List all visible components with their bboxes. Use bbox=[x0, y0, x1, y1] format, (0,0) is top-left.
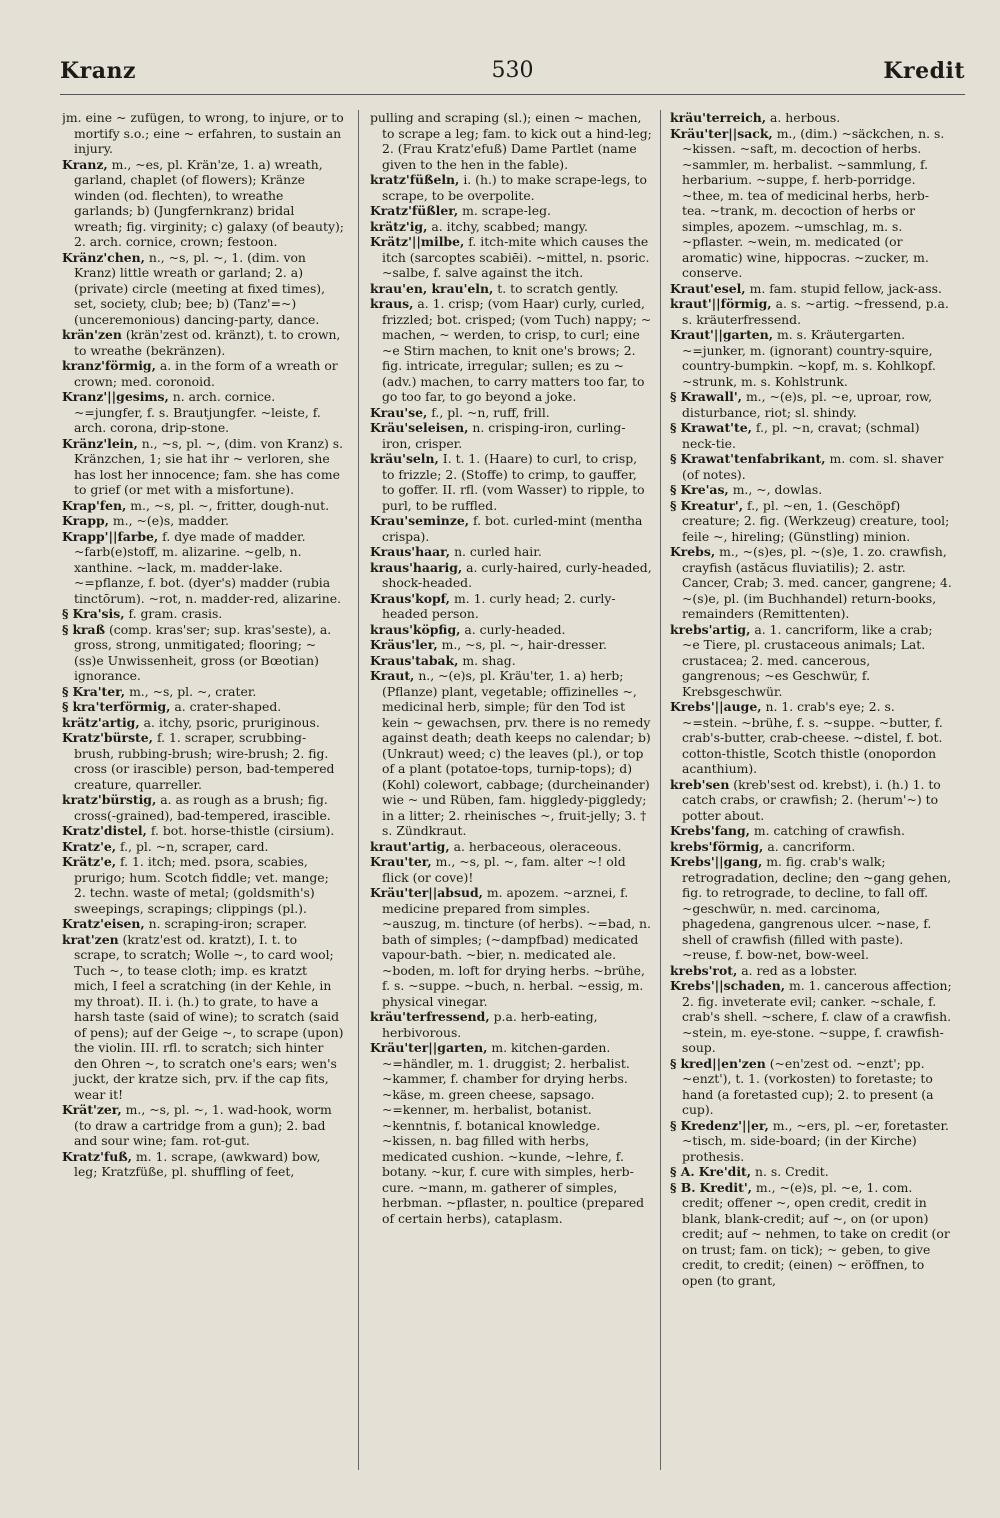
dictionary-entry bbox=[370, 405, 652, 421]
entry-headword: krätz'artig, bbox=[62, 714, 140, 730]
dictionary-entry bbox=[670, 327, 952, 389]
dictionary-entry bbox=[62, 684, 344, 700]
dictionary-entry bbox=[670, 498, 952, 545]
dictionary-entry bbox=[62, 157, 344, 250]
entry-definition: n. 1. crab's eye; 2. s. ~=stein. ~brühe, f. s. ~suppe. ~butter, f. crab's-butter, crab-cheese. ~distel, f. bot. cotton-thistle, Scotch thistle (onopordon acanthium). bbox=[682, 699, 943, 776]
entry-headword: Kränz'chen, bbox=[62, 249, 145, 265]
dictionary-entry bbox=[62, 823, 344, 839]
entry-definition: a. crater-shaped. bbox=[174, 699, 282, 714]
entry-definition: m., (dim.) ~säckchen, n. s. ~kissen. ~saft, m. decoction of herbs. ~sammler, m. herbalist. ~sammlung, f. herbarium. ~suppe, f. herb-porridge. ~thee, m. tea of medicinal herbs, herb-tea. ~trank, m. decoction of herbs or simples, apozem. ~umschlag, m. s. ~pflaster. ~wein, m. medicated (or aromatic) wine, hippocras. ~zucker, m. conserve. bbox=[682, 125, 945, 280]
entry-definition: f., pl. ~n, scraper, card. bbox=[120, 838, 269, 854]
entry-headword: krätz'ig, bbox=[370, 218, 428, 234]
entry-definition: f. bot. horse-thistle (cirsium). bbox=[150, 823, 335, 838]
entry-definition: (krän'zest od. kränzt), t. to crown, to wreathe (bekränzen). bbox=[74, 327, 341, 358]
dictionary-entry bbox=[370, 420, 652, 451]
dictionary-entry bbox=[62, 715, 344, 731]
column-divider bbox=[660, 110, 661, 1470]
entry-marker: § bbox=[670, 482, 677, 497]
dictionary-entry bbox=[670, 823, 952, 839]
entry-headword: kratz'bürstig, bbox=[62, 792, 157, 807]
entry-definition: a. cancriform. bbox=[767, 838, 856, 854]
entry-headword: Krebs'fang, bbox=[670, 823, 750, 838]
entry-headword: Kraus'haar, bbox=[370, 544, 451, 559]
dictionary-entry bbox=[370, 560, 652, 591]
entry-headword: Krawat'tenfabrikant, bbox=[680, 451, 826, 466]
entry-headword: kreb'sen bbox=[670, 776, 730, 792]
dictionary-entry bbox=[670, 451, 952, 482]
entry-headword: Krebs'||schaden, bbox=[670, 978, 786, 993]
entry-headword: Krau'se, bbox=[370, 404, 428, 420]
entry-definition: m., ~(e)s, madder. bbox=[112, 513, 229, 528]
dictionary-entry bbox=[670, 1056, 952, 1118]
column-3 bbox=[670, 110, 952, 1480]
page-number: 530 bbox=[491, 58, 534, 83]
entry-definition: m. s. Kräutergarten. ~=junker, m. (ignorant) country-squire, country-bumpkin. ~kopf, m. s. Kohlkopf. ~strunk, m. s. Kohlstrunk. bbox=[682, 327, 936, 389]
entry-headword: Kräu'seleisen, bbox=[370, 420, 469, 435]
entry-definition: m. shag. bbox=[462, 652, 516, 668]
entry-definition: m., ~s, pl. ~, 1. wad-hook, worm (to draw a cartridge from a gun); 2. bad and sour wine; fam. rot-gut. bbox=[74, 1102, 332, 1148]
dictionary-page bbox=[40, 50, 965, 1480]
dictionary-entry bbox=[370, 637, 652, 653]
entry-headword: Kranz'||gesims, bbox=[62, 389, 169, 404]
entry-headword: Krawall', bbox=[680, 389, 742, 404]
entry-definition: m. kitchen-garden. ~=händler, m. 1. druggist; 2. herbalist. ~kammer, f. chamber for drying herbs. ~käse, m. green cheese, sapsago. ~=kenner, m. herbalist, botanist. ~kenntnis, f. botanical knowledge. ~kissen, n. bag filled with herbs, medicated cushion. ~kunde, ~lehre, f. botany. ~kur, f. cure with simples, herb-cure. ~mann, m. gatherer of simples, herbman. ~pflaster, n. poultice (prepared of certain herbs), cataplasm. bbox=[382, 1040, 645, 1226]
entry-headword: Krau'ter, bbox=[370, 854, 432, 869]
dictionary-entry bbox=[670, 1180, 952, 1289]
entry-headword: Kratz'e, bbox=[62, 838, 117, 854]
entry-definition: f. 1. itch; med. psora, scabies, prurigo; hum. Scotch fiddle; vet. mange; 2. techn. waste of metal; (goldsmith's) sweepings, scrapings; clippings (pl.). bbox=[74, 854, 329, 916]
entry-headword: Kräu'ter||absud, bbox=[370, 885, 483, 900]
dictionary-entry bbox=[62, 792, 344, 823]
dictionary-entry bbox=[670, 544, 952, 622]
dictionary-entry bbox=[62, 250, 344, 328]
dictionary-entry bbox=[62, 839, 344, 855]
entry-marker: § bbox=[62, 699, 69, 714]
dictionary-entry bbox=[62, 730, 344, 792]
entry-headword: Kranz, bbox=[62, 156, 108, 172]
entry-headword: kraut'||förmig, bbox=[670, 296, 772, 311]
entry-marker: § A. bbox=[670, 1164, 695, 1179]
entry-definition: a. herbaceous, oleraceous. bbox=[453, 838, 622, 854]
entry-definition: m. catching of crawfish. bbox=[753, 823, 905, 838]
dictionary-entry bbox=[670, 622, 952, 700]
entry-marker: § bbox=[670, 1055, 677, 1071]
entry-headword: Kratz'fuß, bbox=[62, 1148, 132, 1164]
entry-definition: a. in the form of a wreath or crown; med. coronoid. bbox=[74, 358, 338, 389]
dictionary-entry bbox=[370, 854, 652, 885]
dictionary-entry bbox=[62, 110, 344, 157]
entry-definition: m., ~(s)es, pl. ~(s)e, 1. zo. crawfish, crayfish (astăcus fluviatilis); 2. astr. Cancer, Crab; 3. med. cancer, gangrene; 4. ~(s)e, pl. (im Buchhandel) return-books, remainders (Remittenten). bbox=[682, 544, 952, 621]
entry-headword: Kre'dit, bbox=[698, 1164, 752, 1179]
dictionary-entry bbox=[670, 482, 952, 498]
dictionary-entry bbox=[62, 622, 344, 684]
entry-definition: m. scrape-leg. bbox=[462, 203, 551, 218]
dictionary-entry bbox=[670, 1118, 952, 1165]
entry-definition: m. com. sl. shaver (of notes). bbox=[682, 451, 944, 482]
entry-headword: Kraus'tabak, bbox=[370, 652, 459, 668]
dictionary-entry bbox=[370, 622, 652, 638]
left-running-headword: Kranz bbox=[60, 58, 136, 84]
entry-headword: Kre'as, bbox=[680, 482, 729, 497]
entry-marker: § bbox=[670, 1117, 677, 1133]
entry-definition: n. curled hair. bbox=[454, 544, 542, 559]
dictionary-entry bbox=[62, 1149, 344, 1180]
entry-definition: a. itchy, scabbed; mangy. bbox=[431, 218, 588, 234]
entry-definition: f. dye made of madder. ~farb(e)stoff, m. alizarine. ~gelb, n. xanthine. ~lack, m. madder-lake. ~=pflanze, f. bot. (dyer's) madder (rubia tinctōrum). ~rot, n. madder-red, alizarine. bbox=[74, 528, 342, 606]
entry-definition: a. as rough as a brush; fig. cross(-grained), bad-tempered, irascible. bbox=[74, 792, 331, 823]
entry-definition: f. 1. scraper, scrubbing-brush, rubbing-brush; wire-brush; 2. fig. cross (or irascible) person, bad-tempered creature, quarreller. bbox=[74, 730, 335, 792]
entry-headword: krau'en, krau'eln, bbox=[370, 280, 494, 296]
entry-headword: Kraut, bbox=[370, 668, 415, 683]
entry-definition: f., pl. ~n, ruff, frill. bbox=[431, 404, 550, 420]
entry-definition: (kreb'sest od. krebst), i. (h.) 1. to catch crabs, or crawfish; 2. (herum'~) to potter about. bbox=[682, 776, 941, 823]
entry-definition: m., ~s, pl. ~, fritter, dough-nut. bbox=[130, 497, 330, 513]
dictionary-entry bbox=[370, 1040, 652, 1226]
dictionary-entry bbox=[62, 606, 344, 622]
dictionary-entry bbox=[370, 281, 652, 297]
entry-definition: a. 1. cancriform, like a crab; ~e Tiere, pl. crustaceous animals; Lat. crustacea; 2. med. cancerous, gangrenous; ~es Geschwür, f. Krebsgeschwür. bbox=[682, 621, 933, 699]
dictionary-entry bbox=[62, 854, 344, 916]
right-running-headword: Kredit bbox=[883, 58, 965, 84]
entry-headword: kräu'terfressend, bbox=[370, 1009, 490, 1024]
dictionary-entry bbox=[62, 916, 344, 932]
entry-headword: kraut'artig, bbox=[370, 838, 450, 854]
entry-definition: m., ~es, pl. Krän'ze, 1. a) wreath, garland, chaplet (of flowers); Kränze winden (od. flechten), to wreathe garlands; b) (Jungfernkranz) bridal wreath; fig. virginity; c) galaxy (of beauty); 2. arch. cornice, crown; festoon. bbox=[74, 156, 344, 249]
entry-headword: Krapp, bbox=[62, 513, 109, 528]
dictionary-entry bbox=[370, 234, 652, 281]
dictionary-entry bbox=[370, 544, 652, 560]
entry-marker: § bbox=[62, 621, 69, 637]
entry-definition: a. 1. crisp; (vom Haar) curly, curled, frizzled; bot. crisped; (vom Tuch) nappy; ~ machen, ~ werden, to crisp, to curl; eine ~e Stirn machen, to knit one's brows; 2. fig. intricate, irregular; sullen; es zu ~ (adv.) machen, to carry matters too far, to go too far, to go beyond a joke. bbox=[382, 296, 652, 404]
dictionary-entry bbox=[62, 513, 344, 529]
entry-headword: krebs'artig, bbox=[670, 621, 751, 637]
entry-definition: a. red as a lobster. bbox=[741, 962, 858, 978]
entry-headword: Kra'ter, bbox=[72, 683, 126, 699]
dictionary-entry bbox=[370, 591, 652, 622]
entry-headword: Kraus'kopf, bbox=[370, 590, 450, 606]
entry-definition: p.a. herb-eating, herbivorous. bbox=[382, 1009, 598, 1040]
column-2 bbox=[370, 110, 652, 1480]
entry-headword: krebs'förmig, bbox=[670, 838, 764, 854]
dictionary-entry bbox=[62, 529, 344, 607]
entry-headword: Kratz'füßler, bbox=[370, 203, 459, 218]
entry-definition: m., ~ers, pl. ~er, foretaster. ~tisch, m. side-board; (in der Kirche) prothesis. bbox=[682, 1117, 949, 1164]
entry-headword: Kräu'ter||garten, bbox=[370, 1040, 488, 1055]
dictionary-entry bbox=[370, 219, 652, 235]
dictionary-entry bbox=[370, 885, 652, 1009]
entry-definition: n. scraping-iron; scraper. bbox=[148, 916, 307, 931]
entry-headword: Krät'zer, bbox=[62, 1102, 122, 1117]
dictionary-entry bbox=[670, 839, 952, 855]
entry-headword: Kreatur', bbox=[680, 497, 744, 513]
entry-headword: kräu'terreich, bbox=[670, 110, 767, 125]
entry-marker: § bbox=[670, 497, 677, 513]
dictionary-entry bbox=[62, 358, 344, 389]
entry-definition: I. t. 1. (Haare) to curl, to crisp, to frizzle; 2. (Stoffe) to crimp, to gauffer, to goffer. II. rfl. (vom Wasser) to ripple, to purl, to be ruffled. bbox=[382, 451, 645, 513]
entry-definition: t. to scratch gently. bbox=[497, 280, 619, 296]
dictionary-entry bbox=[370, 513, 652, 544]
entry-marker: § bbox=[62, 683, 69, 699]
dictionary-entry bbox=[670, 389, 952, 420]
entry-definition: m., ~s, pl. ~, fam. alter ~! old flick (or cove)! bbox=[382, 854, 626, 885]
entry-headword: Krätz'e, bbox=[62, 854, 117, 869]
entry-headword: kranz'förmig, bbox=[62, 358, 156, 373]
entry-marker: § bbox=[670, 420, 677, 435]
entry-definition: m., ~, dowlas. bbox=[732, 482, 823, 497]
entry-headword: Krapp'||farbe, bbox=[62, 528, 159, 544]
entry-definition: m. apozem. ~arznei, f. medicine prepared from simples. ~auszug, m. tincture (of herbs). ~=bad, n. bath of simples; (~dampfbad) medicated vapour-bath. ~bier, n. medicated ale. ~boden, m. loft for drying herbs. ~brühe, f. s. ~suppe. ~buch, n. herbal. ~essig, m. physical vinegar. bbox=[382, 885, 651, 1009]
entry-definition: (~en'zest od. ~enzt'; pp. ~enzt'), t. 1. (vorkosten) to foretaste; to hand (a foretasted cup); 2. to present (a cup). bbox=[682, 1055, 934, 1117]
dictionary-entry bbox=[370, 1009, 652, 1040]
entry-definition: f. gram. crasis. bbox=[128, 606, 223, 621]
entry-definition: m., ~(e)s, pl. ~e, 1. com. credit; offener ~, open credit, credit in blank, blank-credit; auf ~, on (or upon) credit; auf ~ nehmen, to take on credit (or on trust; fam. on tick); ~ geben, to give credit, to credit; (einen) ~ eröffnen, to open (to grant, bbox=[682, 1179, 950, 1288]
entry-headword: Kräu'ter||sack, bbox=[670, 125, 773, 141]
dictionary-entry bbox=[370, 296, 652, 405]
dictionary-entry bbox=[370, 653, 652, 669]
entry-headword: Krebs, bbox=[670, 544, 716, 559]
entry-marker: § B. bbox=[670, 1179, 696, 1195]
dictionary-entry bbox=[370, 110, 652, 172]
dictionary-entry bbox=[62, 327, 344, 358]
entry-definition: m. 1. scrape, (awkward) bow, leg; Kratzfüße, pl. shuffling of feet, bbox=[74, 1148, 321, 1179]
dictionary-entry bbox=[370, 668, 652, 839]
entry-definition: (kratz'est od. kratzt), I. t. to scrape, to scratch; Wolle ~, to card wool; Tuch ~, to tease cloth; imp. es kratzt mich, I feel a scratching (in der Kehle, in my throat). II. i. (h.) to grate, to have a harsh taste (said of wine); to scratch (said of pens); auf der Geige ~, to scrape (upon) the violin. III. rfl. to scratch; sich hinter den Ohren ~, to scratch one's ears; wen's juckt, der kratze sich, prv. if the cap fits, wear it! bbox=[74, 931, 344, 1102]
dictionary-entry bbox=[62, 436, 344, 498]
entry-definition: m. fig. crab's walk; retrogradation, decline; den ~gang gehen, fig. to retrograde, to decline, to fall off. ~geschwür, n. med. carcinoma, phagedena, gangrenous ulcer. ~nase, f. shell of crawfish (filled with paste). ~reuse, f. bow-net, bow-weel. bbox=[682, 854, 952, 962]
entry-definition: a. s. ~artig. ~fressend, p.a. s. kräuterfressend. bbox=[682, 296, 949, 327]
entry-headword: krat'zen bbox=[62, 931, 119, 947]
entry-definition: a. itchy, psoric, pruriginous. bbox=[143, 714, 320, 730]
entry-definition: f. itch-mite which causes the itch (sarcoptes scabiēi). ~mittel, n. psoric. ~salbe, f. salve against the itch. bbox=[382, 234, 650, 280]
entry-marker: § bbox=[670, 389, 677, 404]
dictionary-entry bbox=[670, 420, 952, 451]
entry-headword: Krap'fen, bbox=[62, 497, 127, 513]
entry-headword: kräu'seln, bbox=[370, 451, 439, 466]
entry-definition: n., ~s, pl. ~, (dim. von Kranz) s. Kränzchen, 1; sie hat ihr ~ verloren, she has lost her innocence; fam. she has come to grief (or met with a misfortune). bbox=[74, 435, 344, 497]
entry-headword: Krawat'te, bbox=[680, 420, 752, 435]
entry-definition: m. fam. stupid fellow, jack-ass. bbox=[749, 280, 942, 296]
entry-headword: Krätz'||milbe, bbox=[370, 234, 465, 249]
dictionary-entry bbox=[62, 699, 344, 715]
dictionary-entry bbox=[670, 110, 952, 126]
column-1 bbox=[62, 110, 344, 1480]
entry-headword: Kredenz'||er, bbox=[680, 1117, 769, 1133]
dictionary-entry bbox=[62, 1102, 344, 1149]
entry-definition: m. 1. curly head; 2. curly-headed person. bbox=[382, 590, 616, 621]
entry-headword: Krau'seminze, bbox=[370, 513, 470, 528]
dictionary-entry bbox=[670, 296, 952, 327]
entry-headword: Kraut'esel, bbox=[670, 280, 746, 296]
dictionary-entry bbox=[62, 498, 344, 514]
entry-definition: n., ~(e)s, pl. Kräu'ter, 1. a) herb; (Pflanze) plant, vegetable; offizinelles ~, medicinal herb, simple; für den Tod ist kein ~ gewachsen, prv. there is no remedy against death; death keeps no calendar; b) (Unkraut) weed; c) the leaves (pl.), or top of a plant (potatoe-tops, turnip-tops); d) (Kohl) colewort, cabbage; (durcheinander) wie ~ und Rüben, fam. higgledy-piggledy; in a litter; 2. rheinisches ~, fruit-jelly; 3. † s. Zündkraut. bbox=[382, 668, 651, 838]
entry-headword: Kratz'distel, bbox=[62, 823, 147, 838]
entry-headword: Kraut'||garten, bbox=[670, 327, 774, 342]
dictionary-entry bbox=[670, 963, 952, 979]
entry-headword: kraus, bbox=[370, 296, 414, 311]
entry-headword: kraus'köpfig, bbox=[370, 621, 461, 637]
dictionary-entry bbox=[370, 839, 652, 855]
entry-headword: krebs'rot, bbox=[670, 962, 738, 978]
dictionary-entry bbox=[62, 932, 344, 1103]
entry-headword: Krebs'||gang, bbox=[670, 854, 763, 869]
entry-headword: Kra'sis, bbox=[72, 606, 125, 621]
entry-definition: pulling and scraping (sl.); einen ~ machen, to scrape a leg; fam. to kick out a hind-leg; 2. (Frau Kratz'efuß) Dame Partlet (name given to the hen in the fable). bbox=[370, 110, 652, 172]
entry-definition: m., ~s, pl. ~, crater. bbox=[129, 683, 257, 699]
entry-marker: § bbox=[62, 606, 69, 621]
dictionary-entry bbox=[670, 281, 952, 297]
entry-headword: kraß bbox=[72, 621, 105, 637]
entry-headword: kratz'füßeln, bbox=[370, 172, 460, 187]
entry-definition: (comp. kras'ser; sup. kras'seste), a. gross, strong, unmitigated; flooring; ~(ss)e Unwissenheit, gross (or Bœotian) ignorance. bbox=[74, 621, 332, 683]
entry-definition: f., pl. ~n, cravat; (schmal) neck-tie. bbox=[682, 420, 920, 451]
entry-definition: f., pl. ~en, 1. (Geschöpf) creature; 2. fig. (Werkzeug) creature, tool; feile ~, hireling; (Günstling) minion. bbox=[682, 497, 950, 544]
entry-marker: § bbox=[670, 451, 677, 466]
dictionary-entry bbox=[670, 854, 952, 963]
dictionary-entry bbox=[670, 777, 952, 824]
dictionary-entry bbox=[62, 389, 344, 436]
entry-definition: m. 1. cancerous affection; 2. fig. inveterate evil; canker. ~schale, f. crab's shell. ~schere, f. claw of a crawfish. ~stein, m. eye-stone. ~suppe, f. crawfish-soup. bbox=[682, 978, 952, 1055]
entry-definition: m., ~s, pl. ~, hair-dresser. bbox=[441, 637, 607, 652]
entry-definition: m., ~(e)s, pl. ~e, uproar, row, disturbance, riot; sl. shindy. bbox=[682, 389, 933, 420]
dictionary-entry bbox=[670, 978, 952, 1056]
entry-headword: Krebs'||auge, bbox=[670, 699, 762, 714]
entry-headword: kra'terförmig, bbox=[72, 699, 171, 714]
dictionary-entry bbox=[670, 1164, 952, 1180]
entry-headword: Kräus'ler, bbox=[370, 637, 438, 652]
entry-definition: f. bot. curled-mint (mentha crispa). bbox=[382, 513, 643, 544]
entry-headword: Kratz'bürste, bbox=[62, 730, 153, 745]
entry-definition: n. arch. cornice. ~=jungfer, f. s. Brautjungfer. ~leiste, f. arch. corona, drip-stone. bbox=[74, 389, 321, 435]
column-divider bbox=[358, 110, 359, 1470]
entry-headword: kred||en'zen bbox=[680, 1055, 766, 1071]
dictionary-entry bbox=[370, 203, 652, 219]
dictionary-entry bbox=[670, 126, 952, 281]
entry-definition: n., ~s, pl. ~, 1. (dim. von Kranz) little wreath or garland; 2. a) (private) circle (meeting at fixed times), set, society, club; bee; b) (Tanz'=~) (unceremonious) dancing-party, dance. bbox=[74, 249, 326, 327]
entry-definition: a. curly-headed. bbox=[464, 621, 566, 637]
dictionary-entry bbox=[670, 699, 952, 777]
entry-definition: a. curly-haired, curly-headed, shock-headed. bbox=[382, 559, 652, 590]
entry-headword: Kränz'lein, bbox=[62, 435, 138, 451]
dictionary-entry bbox=[370, 172, 652, 203]
page-header bbox=[60, 50, 965, 95]
entry-headword: Kredit', bbox=[699, 1179, 752, 1195]
entry-definition: jm. eine ~ zufügen, to wrong, to injure, or to mortify s.o.; eine ~ erfahren, to sustain an injury. bbox=[62, 110, 344, 156]
entry-headword: Kratz'eisen, bbox=[62, 916, 145, 931]
entry-headword: krän'zen bbox=[62, 327, 122, 342]
entry-definition: i. (h.) to make scrape-legs, to scrape, to be overpolite. bbox=[382, 172, 647, 203]
entry-definition: n. s. Credit. bbox=[755, 1164, 829, 1179]
entry-definition: n. crisping-iron, curling-iron, crisper. bbox=[382, 420, 626, 451]
entry-headword: kraus'haarig, bbox=[370, 559, 463, 575]
entry-definition: a. herbous. bbox=[770, 110, 841, 125]
dictionary-entry bbox=[370, 451, 652, 513]
